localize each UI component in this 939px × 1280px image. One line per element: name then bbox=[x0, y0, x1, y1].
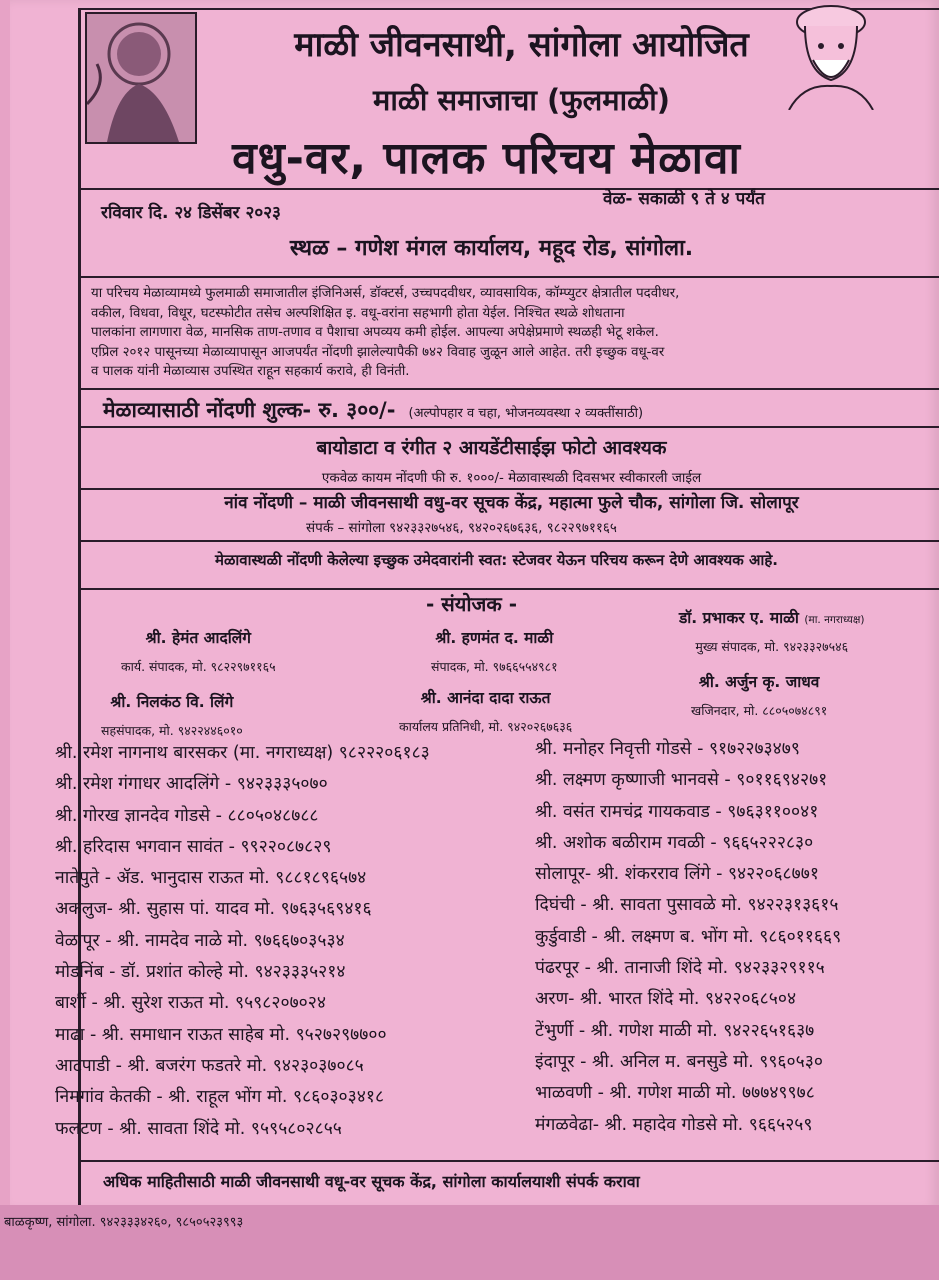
organizer-role: सहसंपादक, मो. ९४२२४४६०१० bbox=[101, 723, 243, 738]
list-item: नातेपुते - ॲड. भानुदास राऊत मो. ९८८१८९६५७४ bbox=[55, 868, 367, 889]
list-item: वेळापूर - श्री. नामदेव नाळे मो. ९७६६७०३५३४ bbox=[55, 930, 345, 951]
header-title-line3: वधु-वर, पालक परिचय मेळावा bbox=[232, 133, 741, 184]
divider bbox=[81, 426, 939, 428]
organizer-role: कार्यालय प्रतिनिधी, मो. ९४२०२६७६३६ bbox=[399, 719, 573, 734]
organizers-title: - संयोजक - bbox=[425, 592, 518, 616]
list-item: माढा - श्री. समाधान राऊत साहेब मो. ९५२७२९७७०० bbox=[55, 1024, 387, 1045]
intro-line: पालकांना लागणारा वेळ, मानसिक ताण-तणाव व पैशाचा अपव्यय कमी होईल. आपल्या अपेक्षेप्रमाणे स्थळही भेटू शकेल. bbox=[91, 325, 659, 340]
list-item: आटपाडी - श्री. बजरंग फडतरे मो. ९४२३०३७०८५ bbox=[55, 1055, 364, 1076]
fee-row bbox=[103, 396, 939, 424]
intro-line: व पालक यांनी मेळाव्यास उपस्थित राहून सहकार्य करावे, ही विनंती. bbox=[91, 364, 410, 379]
list-item: बार्शी - श्री. सुरेश राऊत मो. ९५९८२०७०२४ bbox=[55, 993, 326, 1014]
list-item: श्री. वसंत रामचंद्र गायकवाड - ९७६३११००४१ bbox=[535, 801, 819, 822]
list-item: पंढरपूर - श्री. तानाजी शिंदे मो. ९४२३३२९११५ bbox=[535, 958, 825, 979]
members-right-list bbox=[535, 734, 939, 1141]
list-item: श्री. गोरख ज्ञानदेव गोडसे - ८८०५०४८७८८ bbox=[55, 805, 319, 826]
printer-credit: बाळकृष्ण, सांगोला. ९४२३३३४२६०, ९८५०५२३९९३ bbox=[4, 1215, 244, 1230]
list-item: श्री. हरिदास भगवान सावंत - ९९२२०८७८२९ bbox=[55, 836, 332, 857]
organizer-name: डॉ. प्रभाकर ए. माळी bbox=[679, 609, 799, 627]
header-title-line2: माळी समाजाचा (फुलमाळी) bbox=[373, 83, 670, 117]
divider bbox=[81, 276, 939, 278]
poster-frame bbox=[55, 8, 939, 1205]
members-left-list bbox=[55, 738, 525, 1145]
list-item: निमगांव केतकी - श्री. राहूल भोंग मो. ९८६०३०३४१८ bbox=[55, 1087, 385, 1108]
fee-label: मेळाव्यासाठी नोंदणी शुल्क- रु. ३००/- bbox=[103, 398, 396, 422]
intro-paragraph bbox=[81, 284, 939, 382]
organizer-name: श्री. अर्जुन कृ. जाधव bbox=[698, 673, 820, 691]
header-title-line1: माळी जीवनसाथी, सांगोला आयोजित bbox=[294, 25, 749, 65]
divider bbox=[81, 1160, 939, 1162]
docs-onetime-fee: एकवेळ कायम नोंदणी फी रु. १०००/- मेळावास्थळी दिवसभर स्वीकारली जाईल bbox=[321, 470, 702, 486]
list-item: फलटण - श्री. सावता शिंदे मो. ९५९५८०२८५५ bbox=[55, 1118, 342, 1139]
list-item: श्री. रमेश नागनाथ बारसकर (मा. नगराध्यक्ष) ९८२२२०६१८३ bbox=[55, 743, 430, 763]
event-time: वेळ- सकाळी ९ ते ४ पर्यंत bbox=[603, 189, 765, 209]
bottom-contact-note: अधिक माहितीसाठी माळी जीवनसाथी वधू-वर सूचक केंद्र, सांगोला कार्यालयाशी संपर्क करावा bbox=[103, 1172, 640, 1191]
list-item: इंदापूर - श्री. अनिल म. बनसुडे मो. ९९६०५३० bbox=[535, 1051, 823, 1072]
organizer-card bbox=[399, 686, 572, 735]
left-portrait bbox=[85, 12, 197, 144]
list-item: टेंभुर्णी - श्री. गणेश माळी मो. ९४२२६५१६३७ bbox=[535, 1020, 815, 1041]
fee-note: (अल्पोपहार व चहा, भोजनव्यवस्था २ व्यक्तींसाठी) bbox=[408, 406, 644, 421]
list-item: भाळवणी - श्री. गणेश माळी मो. ७७७४९९७८ bbox=[535, 1083, 815, 1104]
organizer-role: खजिनदार, मो. ८८०५०७४८९१ bbox=[691, 703, 828, 718]
list-item: सोलापूर- श्री. शंकरराव लिंगे - ९४२२०६८७७१ bbox=[535, 864, 819, 885]
organizer-card bbox=[431, 626, 558, 675]
list-item: श्री. लक्ष्मण कृष्णाजी भानवसे - ९०११६९४२७१ bbox=[535, 770, 828, 791]
intro-line: एप्रिल २०१२ पासूनच्या मेळाव्यापासून आजपर्यंत नोंदणी झालेल्यापैकी ७४२ विवाह जुळून आले आहेत. तरी इच्छुक वधू-वर bbox=[91, 344, 665, 360]
organizer-card bbox=[101, 690, 243, 739]
organizer-name: श्री. हेमंत आदलिंगे bbox=[145, 629, 251, 647]
organizer-card bbox=[121, 626, 276, 675]
stage-notice: मेळावास्थळी नोंदणी केलेल्या इच्छुक उमेदवारांनी स्वत: स्टेजवर येऊन परिचय करून देणे आवश्यक आहे. bbox=[215, 551, 778, 569]
organizer-card bbox=[691, 670, 827, 719]
divider bbox=[81, 388, 939, 390]
list-item: अरण- श्री. भारत शिंदे मो. ९४२२०६८५०४ bbox=[535, 989, 797, 1010]
organizer-role: संपादक, मो. ९७६६५५४९८१ bbox=[431, 659, 558, 674]
event-venue: स्थळ – गणेश मंगल कार्यालय, महूद रोड, सांगोला. bbox=[289, 236, 694, 261]
organizer-card bbox=[679, 606, 865, 655]
registration-contact: संपर्क – सांगोला ९४२३३२७५४६, ९४२०२६७६३६, ९८२२९७११६५ bbox=[306, 520, 617, 536]
divider bbox=[81, 540, 939, 542]
list-item: मोडनिंब - डॉ. प्रशांत कोल्हे मो. ९४२३३३५२१४ bbox=[55, 962, 346, 983]
registration-place: नांव नोंदणी – माळी जीवनसाथी वधु-वर सूचक केंद्र, महात्मा फुले चौक, सांगोला जि. सोलापूर bbox=[224, 493, 799, 513]
organizer-name: श्री. आनंदा दादा राऊत bbox=[420, 689, 551, 707]
list-item: दिघंची - श्री. सावता पुसावळे मो. ९४२२३१३६१५ bbox=[535, 895, 839, 916]
list-item: श्री. मनोहर निवृत्ती गोडसे - ९१७२२७३४७९ bbox=[535, 739, 800, 759]
organizer-role: मुख्य संपादक, मो. ९४२३३२७५४६ bbox=[695, 639, 849, 654]
organizer-name-row bbox=[679, 606, 865, 628]
organizer-name: श्री. निलकंठ वि. लिंगे bbox=[110, 693, 234, 711]
organizer-title-note: (मा. नगराध्यक्ष) bbox=[804, 614, 865, 626]
list-item: श्री. अशोक बळीराम गवळी - ९६६५२२२८३० bbox=[535, 832, 814, 853]
event-date: रविवार दि. २४ डिसेंबर २०२३ bbox=[101, 203, 281, 223]
list-item: श्री. रमेश गंगाधर आदलिंगे - ९४२३३३५०७० bbox=[55, 774, 328, 795]
organizer-role: कार्य. संपादक, मो. ९८२२९७११६५ bbox=[121, 659, 276, 674]
organizer-name: श्री. हणमंत द. माळी bbox=[435, 629, 554, 647]
list-item: कुर्डुवाडी - श्री. लक्ष्मण ब. भोंग मो. ९८६०११६६९ bbox=[535, 926, 842, 947]
list-item: मंगळवेढा- श्री. महादेव गोडसे मो. ९६६५२५९ bbox=[535, 1114, 813, 1135]
intro-line: वकील, विधवा, विधूर, घटस्फोटीत तसेच अल्पशिक्षित इ. वधू-वरांना सहभागी होता येईल. निश्चित स्थळे शोधताना bbox=[91, 305, 625, 321]
list-item: अकलुज- श्री. सुहास पां. यादव मो. ९७६३५६९४१६ bbox=[55, 899, 372, 920]
intro-line: या परिचय मेळाव्यामध्ये फुलमाळी समाजातील इंजिनिअर्स, डॉक्टर्स, उच्चपदवीधर, व्यावसायिक, कॉम्प्युटर क्षेत्रातील पदवीधर, bbox=[91, 286, 680, 301]
docs-required: बायोडाटा व रंगीत २ आयडेंटीसाईझ फोटो आवश्यक bbox=[316, 437, 667, 459]
